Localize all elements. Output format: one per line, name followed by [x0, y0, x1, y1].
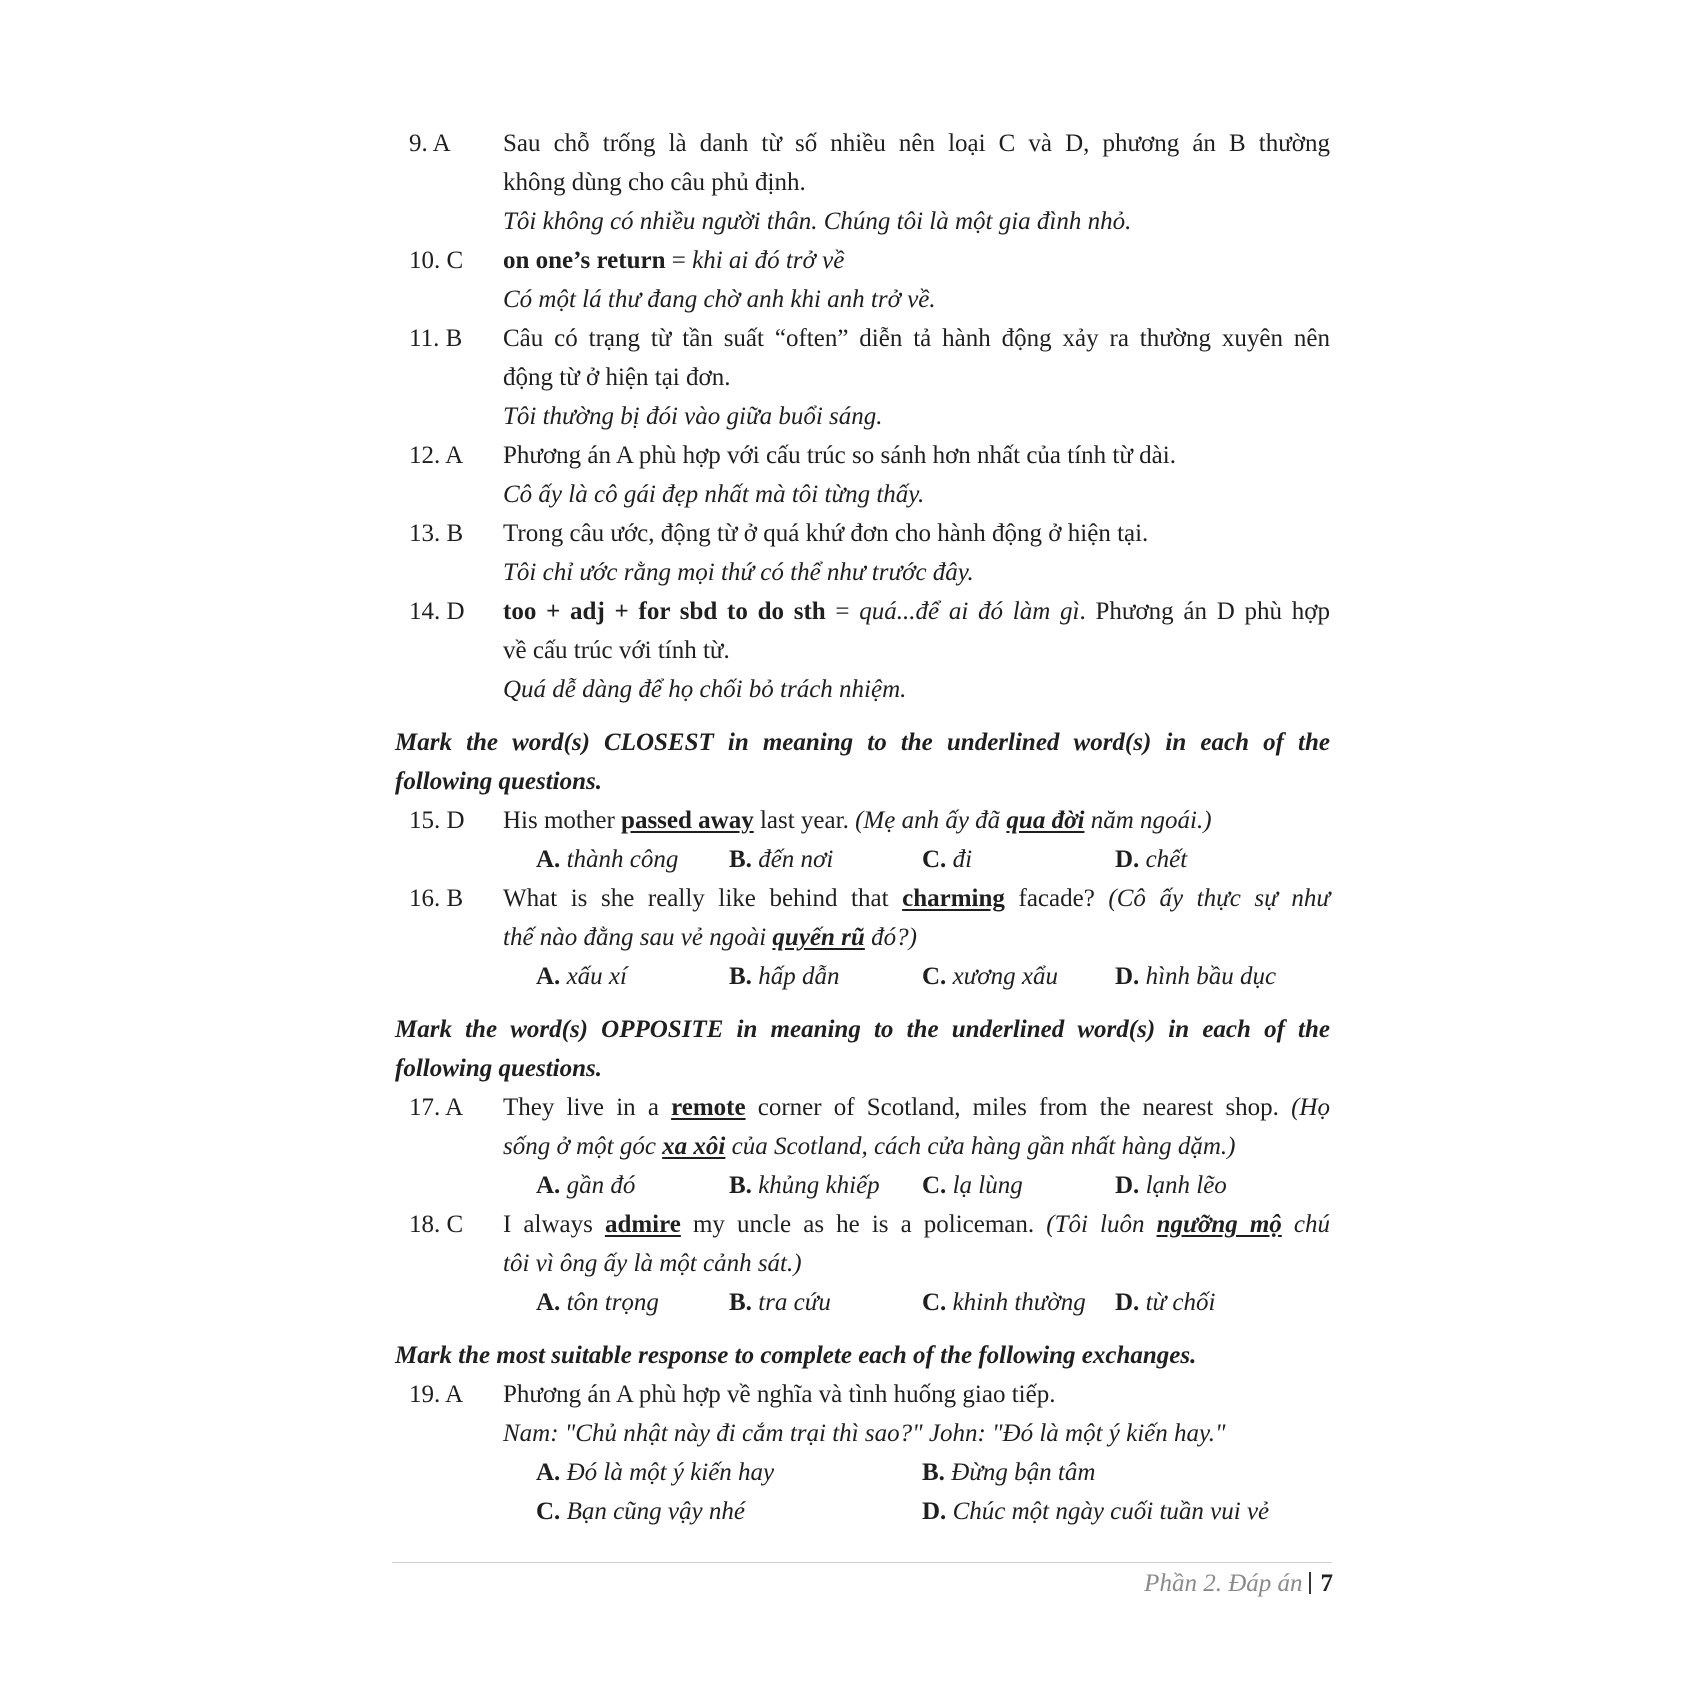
option-a: [536, 1166, 729, 1205]
options-row: [503, 840, 1330, 879]
option-a: [536, 1453, 922, 1492]
equals-sign: =: [665, 247, 693, 274]
heading-line: following questions.: [395, 768, 602, 795]
underlined-word: remote: [671, 1094, 746, 1121]
option-d: [1115, 1283, 1308, 1322]
answer-number: 11. B: [409, 325, 463, 352]
explanation-line: [503, 241, 1330, 280]
footer-divider: [392, 1562, 1332, 1563]
option-label: D.: [1115, 846, 1140, 873]
option-label: B.: [922, 1459, 945, 1486]
option-text: chết: [1145, 846, 1188, 873]
translation-text: (Họ: [1291, 1094, 1330, 1121]
structure-meaning: quá...để ai đó làm gì: [859, 598, 1080, 625]
options-row: [503, 957, 1330, 996]
option-text: từ chối: [1145, 1289, 1216, 1316]
translation-text: (Tôi luôn: [1046, 1211, 1157, 1238]
translation-text: (Cô ấy thực sự như: [1108, 885, 1330, 912]
option-text: khinh thường: [952, 1289, 1086, 1316]
option-label: D.: [1115, 963, 1140, 990]
translation-line: [503, 1127, 1330, 1166]
sentence-text: They live in a: [503, 1094, 672, 1121]
explanation-text: Sau chỗ trống là danh từ số nhiều nên loại C và D, phương án B thường: [503, 130, 1330, 157]
option-label: A.: [536, 1172, 561, 1199]
option-text: Đó là một ý kiến hay: [566, 1459, 775, 1486]
option-b: [729, 957, 922, 996]
underlined-word: passed away: [621, 807, 754, 834]
equals-sign: =: [825, 598, 860, 625]
translation-text: Có một lá thư đang chờ anh khi anh trở về.: [503, 286, 936, 313]
translation-text: chú: [1281, 1211, 1331, 1238]
answer-number: 19. A: [409, 1381, 464, 1408]
option-text: tra cứu: [758, 1289, 831, 1316]
explanation-text: Phương án A phù hợp về nghĩa và tình huống giao tiếp.: [503, 1381, 1056, 1408]
answer-number: 13. B: [409, 520, 464, 547]
footer-separator: [1309, 1572, 1311, 1594]
option-label: C.: [922, 846, 947, 873]
option-text: xương xẩu: [952, 963, 1058, 990]
question-item: [395, 801, 1330, 840]
structure-bold: on one’s return: [503, 247, 666, 274]
explanation-text: Trong câu ước, động từ ở quá khứ đơn cho hành động ở hiện tại.: [503, 520, 1149, 547]
section-heading-opposite: [395, 1010, 1330, 1088]
option-b: [729, 1166, 922, 1205]
options-row: [503, 1453, 1330, 1492]
explanation-text: không dùng cho câu phủ định.: [503, 169, 806, 196]
page-footer: [1144, 1567, 1333, 1601]
sentence-text: my uncle as he is a policeman.: [680, 1211, 1047, 1238]
translation-text: sống ở một góc: [503, 1133, 663, 1160]
option-label: A.: [536, 846, 561, 873]
translation-text: Quá dễ dàng để họ chối bỏ trách nhiệm.: [503, 676, 907, 703]
question-item: [395, 1375, 1330, 1453]
heading-line: Mark the word(s) CLOSEST in meaning to the underlined word(s) in each of the: [395, 729, 1330, 756]
option-label: B.: [729, 963, 752, 990]
dialogue-text: Nam: "Chủ nhật này đi cắm trại thì sao?" John: "Đó là một ý kiến hay.": [503, 1420, 1226, 1447]
option-text: lạnh lẽo: [1145, 1172, 1227, 1199]
footer-section-title: Phần 2. Đáp án: [1144, 1570, 1303, 1597]
structure-meaning: khi ai đó trở về: [692, 247, 845, 274]
translation-text: của Scotland, cách cửa hàng gần nhất hàng dặm.): [725, 1133, 1236, 1160]
explanation-text: động từ ở hiện tại đơn.: [503, 364, 731, 391]
option-d: [1115, 1166, 1308, 1205]
option-label: C.: [922, 1289, 947, 1316]
sentence-text: I always: [503, 1211, 605, 1238]
section-heading-closest: [395, 723, 1330, 801]
underlined-translation: xa xôi: [662, 1133, 726, 1160]
answer-number: 18. C: [409, 1211, 464, 1238]
question-item: [395, 879, 1330, 957]
question-sentence: [503, 1088, 1330, 1127]
option-label: D.: [922, 1498, 947, 1525]
option-text: gần đó: [566, 1172, 636, 1199]
option-label: B.: [729, 1289, 752, 1316]
heading-line: Mark the word(s) OPPOSITE in meaning to the underlined word(s) in each of the: [395, 1016, 1330, 1043]
option-d: [1115, 840, 1308, 879]
page-content: [395, 124, 1330, 1531]
translation-text: Cô ấy là cô gái đẹp nhất mà tôi từng thấy.: [503, 481, 925, 508]
question-item: [395, 1088, 1330, 1166]
answer-number: 17. A: [409, 1094, 464, 1121]
answer-number: 9. A: [409, 130, 451, 157]
underlined-translation: ngưỡng mộ: [1156, 1211, 1282, 1238]
sentence-text: corner of Scotland, miles from the nearest shop.: [745, 1094, 1292, 1121]
underlined-translation: qua đời: [1006, 807, 1085, 834]
option-b: [922, 1453, 1308, 1492]
option-a: [536, 1283, 729, 1322]
question-sentence: [503, 879, 1330, 918]
answer-number: 12. A: [409, 442, 464, 469]
underlined-translation: quyến rũ: [772, 924, 865, 951]
options-row: [503, 1492, 1330, 1531]
question-item: [395, 1205, 1330, 1283]
option-label: B.: [729, 1172, 752, 1199]
options-row: [503, 1283, 1330, 1322]
option-text: khủng khiếp: [758, 1172, 880, 1199]
option-text: Chúc một ngày cuối tuần vui vẻ: [952, 1498, 1270, 1525]
answer-number: 10. C: [409, 247, 464, 274]
option-label: A.: [536, 1459, 561, 1486]
sentence-text: What is she really like behind that: [503, 885, 903, 912]
option-label: C.: [922, 1172, 947, 1199]
option-label: D.: [1115, 1289, 1140, 1316]
underlined-word: charming: [902, 885, 1005, 912]
translation-line: [503, 918, 1330, 957]
translation-text: Tôi thường bị đói vào giữa buổi sáng.: [503, 403, 883, 430]
option-c: [922, 1166, 1115, 1205]
question-sentence: [503, 801, 1330, 840]
option-label: A.: [536, 1289, 561, 1316]
translation-text: Tôi không có nhiều người thân. Chúng tôi là một gia đình nhỏ.: [503, 208, 1132, 235]
option-c: [922, 957, 1115, 996]
answer-item: [395, 436, 1330, 514]
option-text: Bạn cũng vậy nhé: [566, 1498, 745, 1525]
translation-text: tôi vì ông ấy là một cảnh sát.): [503, 1250, 802, 1277]
answer-item: [395, 514, 1330, 592]
option-text: đi: [952, 846, 973, 873]
option-text: đến nơi: [758, 846, 834, 873]
option-text: thành công: [566, 846, 679, 873]
option-text: hình bầu dục: [1145, 963, 1277, 990]
option-text: hấp dẫn: [758, 963, 840, 990]
heading-line: Mark the most suitable response to complete each of the following exchanges.: [395, 1342, 1197, 1369]
option-c: [536, 1492, 922, 1531]
explanation-text: Phương án A phù hợp với cấu trúc so sánh hơn nhất của tính từ dài.: [503, 442, 1176, 469]
option-label: C.: [922, 963, 947, 990]
translation-text: đó?): [864, 924, 917, 951]
sentence-text: facade?: [1004, 885, 1109, 912]
explanation-text: Câu có trạng từ tần suất “often” diễn tả hành động xảy ra thường xuyên nên: [503, 325, 1330, 352]
underlined-word: admire: [604, 1211, 681, 1238]
sentence-text: His mother: [503, 807, 622, 834]
option-c: [922, 840, 1115, 879]
explanation-text: về cấu trúc với tính từ.: [503, 637, 730, 664]
option-a: [536, 840, 729, 879]
sentence-text: last year.: [753, 807, 856, 834]
answer-item: [395, 319, 1330, 436]
option-text: tôn trọng: [566, 1289, 659, 1316]
option-d: [1115, 957, 1308, 996]
option-b: [729, 840, 922, 879]
translation-text: Tôi chỉ ước rằng mọi thứ có thể như trước đây.: [503, 559, 974, 586]
explanation-line: [503, 592, 1330, 631]
answer-number: 15. D: [409, 807, 465, 834]
heading-line: following questions.: [395, 1055, 602, 1082]
answer-number: 14. D: [409, 598, 465, 625]
answer-number: 16. B: [409, 885, 464, 912]
explanation-text: . Phương án D phù hợp: [1079, 598, 1331, 625]
option-b: [729, 1283, 922, 1322]
answer-item: [395, 124, 1330, 241]
option-label: C.: [536, 1498, 561, 1525]
options-row: [503, 1166, 1330, 1205]
option-text: lạ lùng: [952, 1172, 1023, 1199]
option-c: [922, 1283, 1115, 1322]
answer-item: [395, 241, 1330, 319]
translation-text: thế nào đằng sau vẻ ngoài: [503, 924, 773, 951]
question-sentence: [503, 1205, 1330, 1244]
option-label: D.: [1115, 1172, 1140, 1199]
answer-item: [395, 592, 1330, 709]
translation-text: (Mẹ anh ấy đã: [855, 807, 1007, 834]
structure-bold: too + adj + for sbd to do sth: [503, 598, 826, 625]
option-label: B.: [729, 846, 752, 873]
option-text: Đừng bận tâm: [951, 1459, 1096, 1486]
section-heading-response: [395, 1336, 1330, 1375]
option-d: [922, 1492, 1308, 1531]
option-a: [536, 957, 729, 996]
option-text: xấu xí: [566, 963, 627, 990]
translation-text: năm ngoái.): [1084, 807, 1212, 834]
option-label: A.: [536, 963, 561, 990]
page-number: 7: [1320, 1570, 1333, 1597]
